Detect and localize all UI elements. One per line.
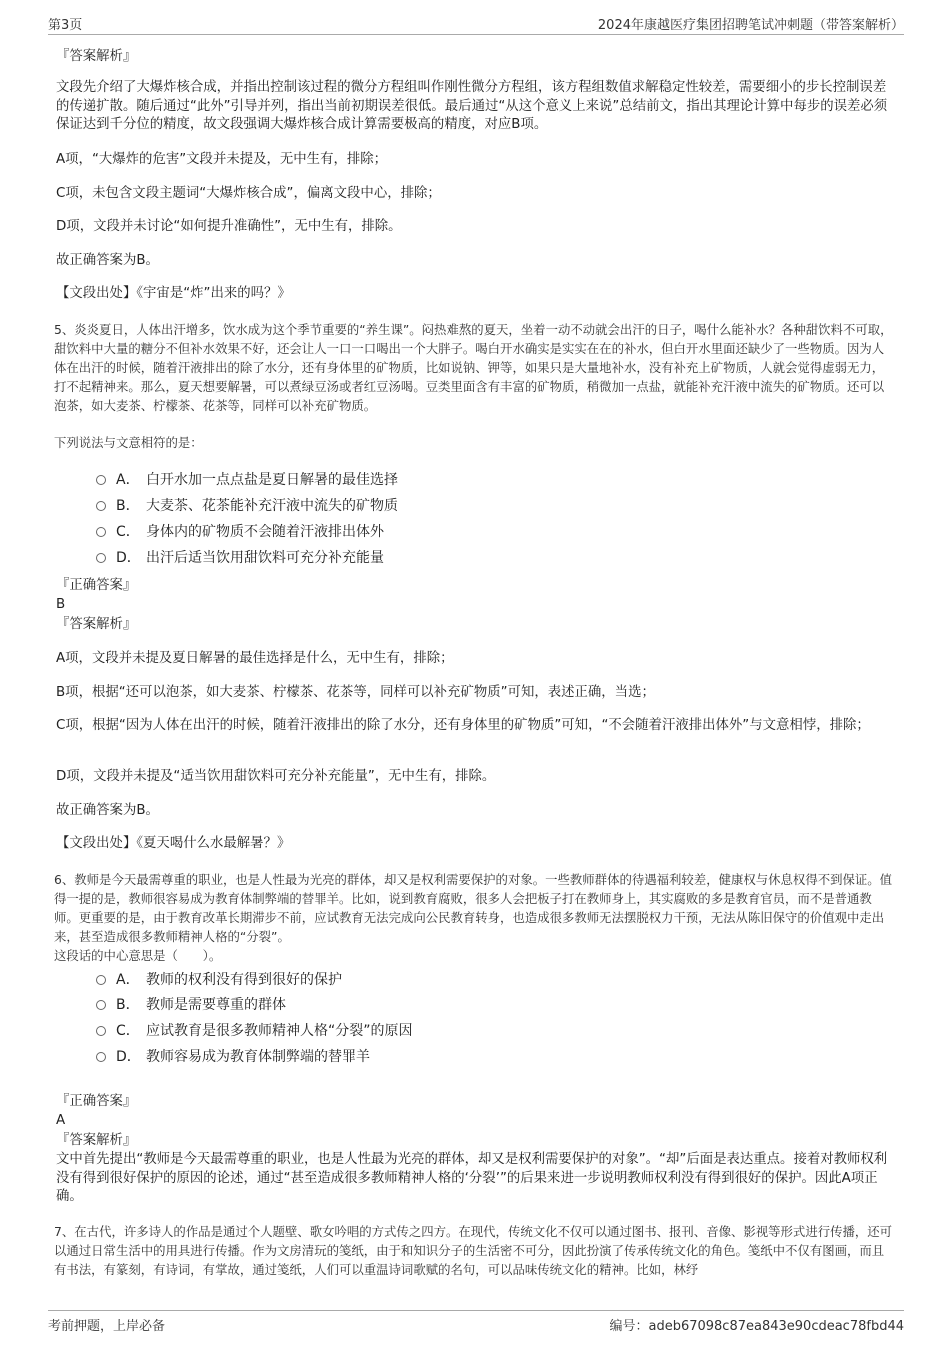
q5-option-a-analysis: A项，文段并未提及夏日解暑的最佳选择是什么，无中生有，排除； — [56, 651, 454, 666]
q5-question: 下列说法与文意相符的是： — [54, 435, 203, 450]
radio-icon[interactable] — [96, 1026, 106, 1036]
q6-answer-tag: 『正确答案』 — [56, 1094, 137, 1109]
q5-option-c[interactable]: C． 身体内的矿物质不会随着汗液排出体外 — [96, 522, 384, 542]
q6-option-d[interactable]: D． 教师容易成为教育体制弊端的替罪羊 — [96, 1047, 370, 1067]
q6-analysis: 文中首先提出“教师是今天最需尊重的职业，也是人性最为光亮的群体，却又是权利需要保护的对象”。“却”后面是表达重点。接着对教师权利没有得到很好保护的原因的论述，通过“甚至造成很多教师精神人格的‘分裂’”的后果来进一步说明教师权利没有得到很好的保护。因此A项正确。 — [56, 1152, 888, 1204]
q6-analysis-tag: 『答案解析』 — [56, 1133, 137, 1148]
q5-answer-tag: 『正确答案』 — [56, 578, 137, 593]
q4-option-c-analysis: C项，未包含文段主题词“大爆炸核合成”，偏离文段中心，排除； — [56, 186, 441, 201]
q6-question: 这段话的中心意思是（ ）。 — [54, 948, 222, 963]
q5-option-a[interactable]: A． 白开水加一点点盐是夏日解暑的最佳选择 — [96, 470, 398, 490]
q7-stem: 7、在古代，许多诗人的作品是通过个人题壁、歌女吟唱的方式传之四方。在现代，传统文化不仅可以通过图书、报刊、音像、影视等形式进行传播，还可以通过日常生活中的用具进行传播。作为文房清玩的笺纸，由于和知识分子的生活密不可分，因此扮演了传承传统文化的角色。笺纸中不仅有图画，而且有书法，有篆刻，有诗词，有掌故，通过笺纸，人们可以重温诗词歌赋的名句，可以品味传统文化的精神。比如，林纾 — [54, 1224, 893, 1277]
q4-option-a-analysis: A项，“大爆炸的危害”文段并未提及，无中生有，排除； — [56, 152, 388, 167]
radio-icon[interactable] — [96, 553, 106, 563]
radio-icon[interactable] — [96, 1052, 106, 1062]
q5-option-c-analysis: C项，根据“因为人体在出汗的时候，随着汗液排出的除了水分，还有身体里的矿物质”可知，“不会随着汗液排出体外”与文意相悖，排除； — [56, 718, 870, 733]
q5-conclusion: 故正确答案为B。 — [56, 803, 159, 818]
q5-option-b-analysis: B项，根据“还可以泡茶，如大麦茶、柠檬茶、花茶等，同样可以补充矿物质”可知，表述正确，当选； — [56, 685, 655, 700]
page-footer — [48, 1310, 904, 1335]
q5-answer: B — [56, 597, 66, 612]
q4-conclusion: 故正确答案为B。 — [56, 253, 159, 268]
q5-option-b[interactable]: B． 大麦茶、花茶能补充汗液中流失的矿物质 — [96, 496, 398, 516]
q5-option-d[interactable]: D． 出汗后适当饮用甜饮料可充分补充能量 — [96, 548, 384, 568]
q4-source: 【文段出处】《宇宙是“炸”出来的吗？》 — [56, 286, 291, 301]
q4-option-d-analysis: D项，文段并未讨论“如何提升准确性”，无中生有，排除。 — [56, 219, 402, 234]
radio-icon[interactable] — [96, 1000, 106, 1010]
radio-icon[interactable] — [96, 501, 106, 511]
q6-option-b[interactable]: B． 教师是需要尊重的群体 — [96, 995, 286, 1015]
q5-stem: 5、炎炎夏日，人体出汗增多，饮水成为这个季节重要的“养生课”。闷热难熬的夏天，坐着一动不动就会出汗的日子，喝什么能补水？各种甜饮料不可取，甜饮料中大量的糖分不但补水效果不好，还会让人一口一口喝出一个大胖子。喝白开水确实是实实在在的补水，但白开水里面还缺少了一些物质。因为人体在出汗的时候，随着汗液排出的除了水分，还有身体里的矿物质，比如说钠、钾等，如果只是大量地补水，没有补充上矿物质，人就会觉得虚弱无力，打不起精神来。那么，夏天想要解暑，可以煮绿豆汤或者红豆汤喝。豆类里面含有丰富的矿物质，稍微加一点盐，就能补充汗液中流失的矿物质。还可以泡茶，如大麦茶、柠檬茶、花茶等，同样可以补充矿物质。 — [54, 322, 893, 413]
q5-source: 【文段出处】《夏天喝什么水最解暑？》 — [56, 836, 291, 851]
radio-icon[interactable] — [96, 975, 106, 985]
footer-slogan: 考前押题，上岸必备 — [48, 1319, 166, 1334]
q4-analysis: 文段先介绍了大爆炸核合成，并指出控制该过程的微分方程组叫作刚性微分方程组，该方程组数值求解稳定性较差，需要细小的步长控制误差的传递扩散。随后通过“此外”引导并列，指出当前初期误差很低。最后通过“从这个意义上来说”总结前文，指出其理论计算中每步的误差必须保证达到千分位的精度，故文段强调大爆炸核合成计算需要极高的精度，对应B项。 — [56, 80, 888, 132]
q6-answer: A — [56, 1113, 66, 1128]
radio-icon[interactable] — [96, 475, 106, 485]
document-code: 编号：adeb67098c87ea843e90cdeac78fbd44 — [609, 1319, 904, 1334]
q6-option-a[interactable]: A． 教师的权利没有得到很好的保护 — [96, 970, 342, 990]
page-number: 第3页 — [48, 18, 83, 33]
q4-analysis-tag: 『答案解析』 — [56, 49, 137, 64]
q5-option-d-analysis: D项，文段并未提及“适当饮用甜饮料可充分补充能量”，无中生有，排除。 — [56, 769, 496, 784]
radio-icon[interactable] — [96, 527, 106, 537]
q6-stem: 6、教师是今天最需尊重的职业，也是人性最为光亮的群体，却又是权利需要保护的对象。一些教师群体的待遇福利较差，健康权与休息权得不到保证。值得一提的是，教师很容易成为教育体制弊端的替罪羊。比如，说到教育腐败，很多人会把板子打在教师身上，其实腐败的多是教育官员，而不是普通教师。更重要的是，由于教育改革长期滞步不前，应试教育无法完成向公民教育转身，也造成很多教师无法摆脱权力干预，无法从陈旧保守的价值观中走出来，甚至造成很多教师精神人格的“分裂”。 — [54, 872, 893, 944]
q5-analysis-tag: 『答案解析』 — [56, 617, 137, 632]
document-title: 2024年康越医疗集团招聘笔试冲刺题（带答案解析） — [597, 18, 904, 33]
page-header — [48, 12, 904, 35]
q6-option-c[interactable]: C． 应试教育是很多教师精神人格“分裂”的原因 — [96, 1021, 413, 1041]
